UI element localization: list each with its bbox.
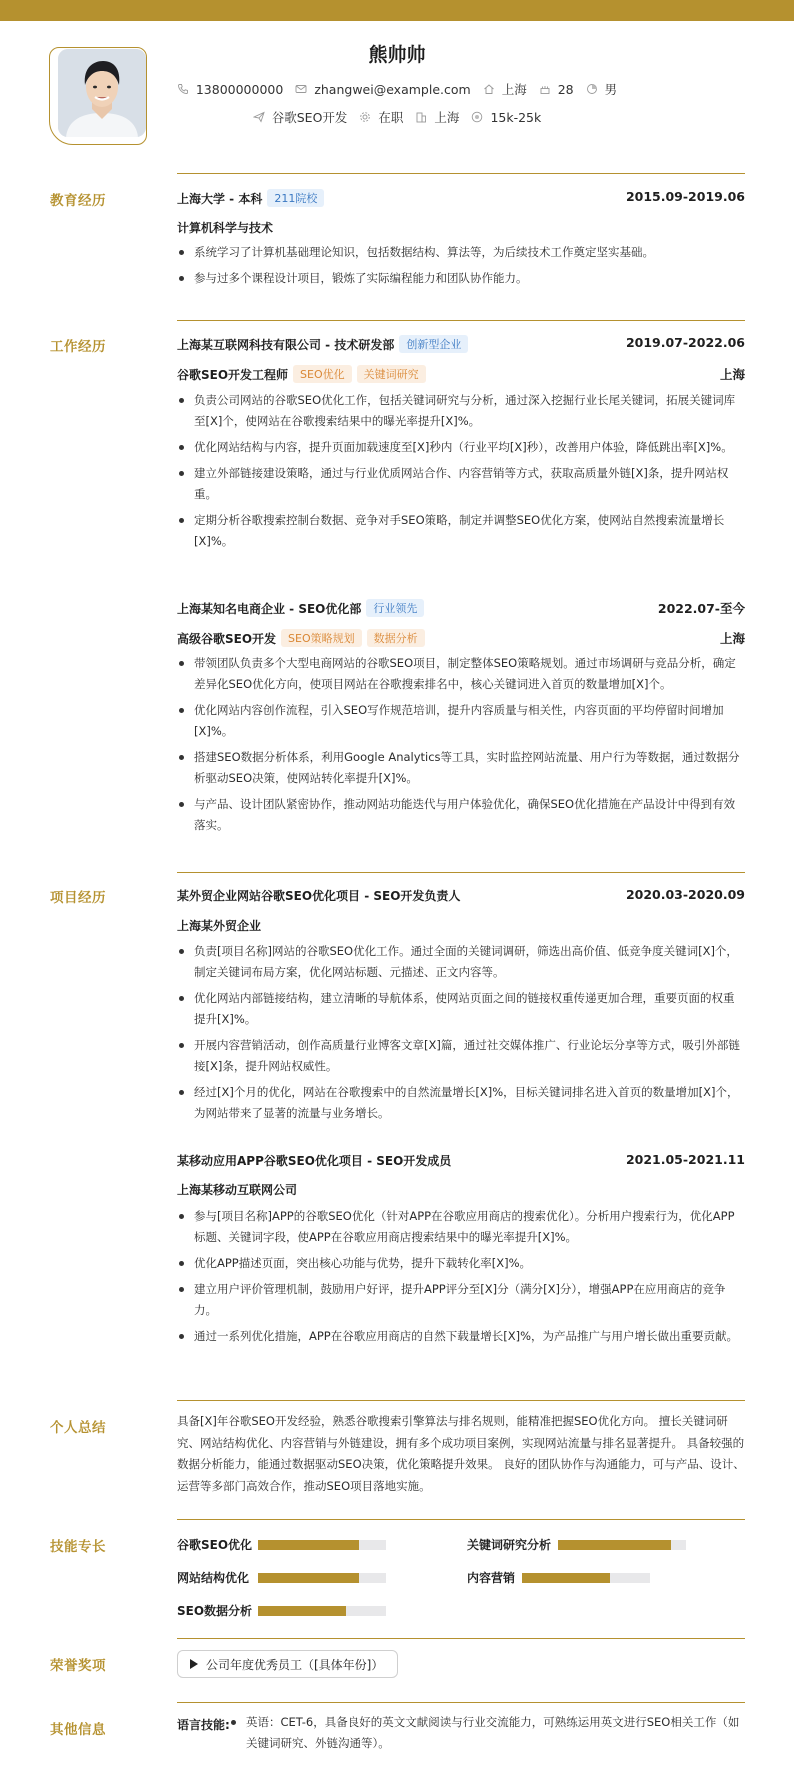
play-triangle-icon (190, 1659, 198, 1669)
section-title-awards: 荣誉奖项 (50, 1658, 106, 1674)
job-2-bullets (177, 653, 745, 841)
skill-name: SEO数据分析 (177, 1604, 253, 1618)
list-item: 负责[项目名称]网站的谷歌SEO优化工作。通过全面的关键词调研，筛选出高价值、低竞争度关键词[X]个，制定关键词布局方案，优化网站标题、元描述、正文内容等。 (177, 941, 745, 983)
skill-name: 内容营销 (467, 1571, 516, 1585)
job-date: 2022.07-至今 (657, 601, 745, 616)
list-item: 通过一系列优化措施，APP在谷歌应用商店的自然下载量增长[X]%，为产品推广与用户增长做出重要贡献。 (177, 1326, 745, 1347)
job-location: 上海 (719, 367, 745, 382)
skill-name: 网站结构优化 (177, 1571, 250, 1585)
email-text: zhangwei@example.com (314, 81, 471, 97)
salary-item (471, 110, 541, 125)
language-label: 语言技能: (177, 1718, 230, 1732)
major-name: 计算机科学与技术 (177, 221, 274, 235)
project-2-bullets (177, 1206, 745, 1352)
status-text: 在职 (378, 110, 404, 125)
section-divider (177, 1400, 745, 1401)
contact-row (0, 80, 794, 98)
list-item: 经过[X]个月的优化，网站在谷歌搜索中的自然流量增长[X]%，目标关键词排名进入首页的数量增加[X]个，为网站带来了显著的流量与业务增长。 (177, 1082, 745, 1124)
other-section (50, 1702, 745, 1772)
job-1-position (177, 365, 745, 383)
gear-icon (359, 111, 371, 123)
skill-bar-fill (258, 1573, 359, 1583)
profile-header (0, 21, 794, 171)
skill-name: 谷歌SEO优化 (177, 1538, 253, 1552)
skill-bar (258, 1606, 386, 1616)
list-item: 优化APP描述页面，突出核心功能与优势，提升下载转化率[X]%。 (177, 1253, 745, 1274)
project-name: 某外贸企业网站谷歌SEO优化项目 - SEO开发负责人 (177, 889, 461, 903)
target-city-item (415, 108, 459, 126)
school-name: 上海大学 - 本科 (177, 192, 263, 206)
skill-tag: 数据分析 (367, 629, 425, 647)
list-item: 参与过多个课程设计项目，锻炼了实际编程能力和团队协作能力。 (177, 268, 745, 289)
list-item: 参与[项目名称]APP的谷歌SEO优化（针对APP在谷歌应用商店的搜索优化）。分析用户搜索行为，优化APP标题、关键词字段，使APP在谷歌应用商店搜索结果中的曝光率提升[X]%。 (177, 1206, 745, 1248)
project-name: 某移动应用APP谷歌SEO优化项目 - SEO开发成员 (177, 1154, 452, 1168)
home-icon (483, 83, 495, 95)
phone-text: 13800000000 (195, 81, 284, 97)
section-title-other: 其他信息 (50, 1722, 106, 1738)
age-item (539, 82, 574, 97)
award-item[interactable] (177, 1650, 398, 1678)
section-divider (177, 872, 745, 873)
section-divider (177, 173, 745, 174)
list-item: 建立用户评价管理机制，鼓励用户好评，提升APP评分至[X]分（满分[X]分），增强APP在应用商店的竞争力。 (177, 1279, 745, 1321)
skill-bar-fill (258, 1606, 346, 1616)
building-icon (415, 111, 427, 123)
city-text: 上海 (501, 82, 527, 97)
send-icon (253, 111, 265, 123)
project-client: 上海某移动互联网公司 (177, 1183, 298, 1197)
school-tag: 211院校 (267, 189, 324, 207)
job-2-header (177, 599, 745, 617)
skill-bar-fill (522, 1573, 610, 1583)
job-1-header (177, 335, 745, 353)
project-1-header (177, 887, 745, 904)
gender-icon (586, 83, 598, 95)
company-tag: 创新型企业 (399, 335, 468, 353)
list-item: 优化网站结构与内容，提升页面加载速度至[X]秒内（行业平均[X]秒），改善用户体验，降低跳出率[X]%。 (177, 437, 745, 458)
list-item: 系统学习了计算机基础理论知识，包括数据结构、算法等，为后续技术工作奠定坚实基础。 (177, 242, 745, 263)
list-item: 建立外部链接建设策略，通过与行业优质网站合作、内容营销等方式，获取高质量外链[X]条，提升网站权重。 (177, 463, 745, 505)
summary-text: 具备[X]年谷歌SEO开发经验，熟悉谷歌搜索引擎算法与排名规则，能精准把握SEO优化方向。 擅长关键词研究、网站结构优化、内容营销与外链建设，拥有多个成功项目案例，实现网站流量与排名显著提升。 具备较强的数据分析能力，能通过数据驱动SEO决策，优化策略提升效果。 良好的团队协作与沟通能力，可与产品、设计、运营等多部门高效合作，推动SEO项目落地实施。 (177, 1414, 745, 1493)
skill-tag: 关键词研究 (357, 365, 426, 383)
skill-bar-fill (258, 1540, 359, 1550)
education-date: 2015.09-2019.06 (625, 189, 745, 204)
language-text: 英语：CET-6，具备良好的英文文献阅读与行业交流能力，可熟练运用英文进行SEO相关工作（如关键词研究、外链沟通等）。 (229, 1712, 745, 1754)
award-text: 公司年度优秀员工（[具体年份]） (206, 1657, 384, 1672)
section-divider (177, 1519, 745, 1520)
project-1-bullets (177, 941, 745, 1129)
skill-bar (522, 1573, 650, 1583)
skill-bar (258, 1573, 386, 1583)
project-date: 2020.03-2020.09 (625, 887, 745, 902)
phone-item (177, 82, 283, 97)
project-2-header (177, 1152, 745, 1169)
skill-bar-fill (558, 1540, 671, 1550)
position-name: 谷歌SEO开发工程师 (177, 368, 289, 382)
age-text: 28 (557, 81, 574, 97)
list-item: 与产品、设计团队紧密协作，推动网站功能迭代与用户体验优化，确保SEO优化措施在产品设计中得到有效落实。 (177, 794, 745, 836)
section-title-education: 教育经历 (50, 193, 106, 209)
list-item: 搭建SEO数据分析体系，利用Google Analytics等工具，实时监控网站流量、用户行为等数据，通过数据分析驱动SEO决策，使网站转化率提升[X]%。 (177, 747, 745, 789)
job-location: 上海 (719, 631, 745, 646)
list-item: 负责公司网站的谷歌SEO优化工作，包括关键词研究与分析，通过深入挖掘行业长尾关键词，拓展关键词库至[X]个，使网站在谷歌搜索结果中的曝光率提升[X]%。 (177, 390, 745, 432)
project-date: 2021.05-2021.11 (625, 1152, 745, 1167)
skill-tag: SEO优化 (293, 365, 352, 383)
section-title-skills: 技能专长 (50, 1539, 106, 1555)
summary-section (50, 1400, 745, 1518)
job-text: 谷歌SEO开发 (271, 110, 348, 125)
email-item (295, 82, 470, 97)
section-divider (177, 320, 745, 321)
skill-bar (558, 1540, 686, 1550)
money-icon (471, 111, 483, 123)
list-item: 定期分析谷歌搜索控制台数据、竞争对手SEO策略，制定并调整SEO优化方案，使网站自然搜索流量增长[X]%。 (177, 510, 745, 552)
list-item: 带领团队负责多个大型电商网站的谷歌SEO项目，制定整体SEO策略规划。通过市场调研与竞品分析，确定差异化SEO优化方向，使项目网站在谷歌搜索排名中，核心关键词进入首页的数量增加[X]个。 (177, 653, 745, 695)
section-title-summary: 个人总结 (50, 1420, 106, 1436)
work-section (50, 320, 745, 870)
skill-name: 关键词研究分析 (467, 1538, 552, 1552)
job-1-bullets (177, 390, 745, 557)
education-header (177, 189, 745, 207)
education-bullets (177, 242, 745, 294)
education-section (50, 173, 745, 293)
phone-icon (177, 83, 189, 95)
skill-tag: SEO策略规划 (281, 629, 362, 647)
list-item: 开展内容营销活动，创作高质量行业博客文章[X]篇，通过社交媒体推广、行业论坛分享等方式，吸引外部链接[X]条，提升网站权威性。 (177, 1035, 745, 1077)
candidate-name: 熊帅帅 (368, 44, 426, 66)
status-item (359, 108, 403, 126)
skills-section (50, 1519, 745, 1637)
company-name: 上海某知名电商企业 - SEO优化部 (177, 602, 362, 616)
city-item (483, 80, 527, 98)
section-divider (177, 1638, 745, 1639)
list-item: 优化网站内部链接结构，建立清晰的导航体系，使网站页面之间的链接权重传递更加合理，重要页面的权重提升[X]%。 (177, 988, 745, 1030)
mail-icon (295, 83, 307, 95)
job-item (253, 108, 348, 126)
skill-bar (258, 1540, 386, 1550)
job-intent-row (0, 108, 794, 126)
section-divider (177, 1702, 745, 1703)
section-title-work: 工作经历 (50, 339, 106, 355)
age-icon (539, 83, 551, 95)
company-name: 上海某互联网科技有限公司 - 技术研发部 (177, 338, 395, 352)
target-city-text: 上海 (434, 110, 460, 125)
position-name: 高级谷歌SEO开发 (177, 632, 277, 646)
project-client: 上海某外贸企业 (177, 919, 262, 933)
awards-section (50, 1638, 745, 1701)
job-2-position (177, 629, 745, 647)
section-title-projects: 项目经历 (50, 890, 106, 906)
projects-section (50, 872, 745, 1397)
gender-text: 男 (604, 82, 618, 97)
top-accent-bar (0, 0, 794, 21)
salary-text: 15k-25k (490, 109, 542, 125)
job-date: 2019.07-2022.06 (625, 335, 745, 350)
company-tag: 行业领先 (366, 599, 424, 617)
list-item: 优化网站内容创作流程，引入SEO写作规范培训，提升内容质量与相关性，内容页面的平均停留时间增加[X]%。 (177, 700, 745, 742)
gender-item (586, 80, 618, 98)
